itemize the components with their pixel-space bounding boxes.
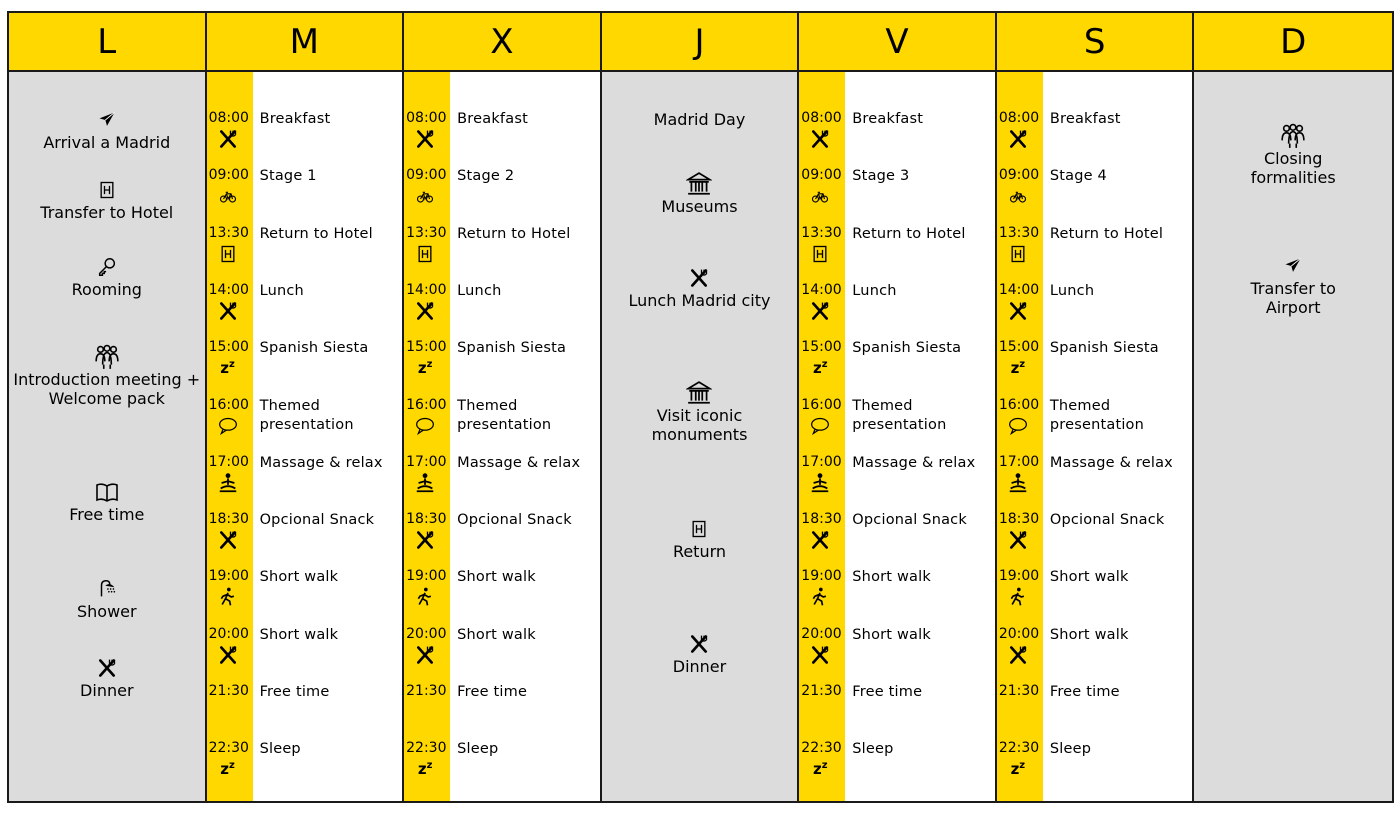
schedule-row [207,225,403,279]
fork-knife-icon [217,301,239,321]
day-column-X [404,72,602,801]
activity-label: Sleep [1049,741,1092,758]
schedule-row [997,568,1193,622]
activity-label: Visit iconic monuments [651,406,748,444]
fork-knife-icon [414,129,436,149]
time-label: 08:00 [208,110,249,126]
activity-label: Stage 3 [852,168,910,185]
activity-label: Opcional Snack [457,512,572,529]
walking-icon [809,587,831,607]
schedule-row [207,568,403,622]
time-label: 15:00 [801,339,842,356]
activity-label: Breakfast [1049,111,1121,127]
time-label: 15:00 [208,339,249,356]
activity-label: Lunch [457,282,502,299]
schedule-row [799,282,995,336]
activity-label: Breakfast [457,111,528,127]
time-label: 17:00 [801,453,842,470]
activity-label: Dinner [672,657,727,676]
activity-label: Free time [457,684,528,700]
schedule-row [404,397,600,451]
schedule-row [997,110,1193,164]
activity-label: Sleep [852,741,894,758]
sleep-icon: $z^z$ [417,760,433,779]
activity-label: Massage & relax [1049,454,1173,471]
time-label: 08:00 [801,110,842,126]
shower-icon [94,577,120,601]
time-label: 18:30 [801,511,842,528]
fork-knife-icon [686,266,712,290]
activity-label: Short walk [852,569,931,586]
sleep-icon: $z^z$ [813,760,828,779]
time-label: 09:00 [406,167,447,184]
day-header-V: V [799,13,997,72]
time-label: 22:30 [801,740,842,757]
activity-label: Return to Hotel [852,225,966,242]
time-label: 16:00 [801,396,842,413]
time-label: 18:30 [998,511,1040,528]
fork-knife-icon [414,645,436,665]
bike-icon [217,186,239,206]
plane-icon [1280,254,1306,278]
activity-label: Lunch Madrid city [628,291,771,310]
activity-label: Rooming [71,280,142,299]
day-header-X: X [404,13,602,72]
schedule-row [404,511,600,565]
schedule-row [997,167,1193,221]
meditation-icon [414,473,436,493]
time-label: 15:00 [998,339,1040,356]
activity-label: Spanish Siesta [259,340,369,357]
schedule-row [799,740,995,794]
speech-bubble-icon [414,416,436,436]
fork-knife-icon [809,645,831,665]
activity-item [1194,254,1392,317]
walking-icon [414,587,436,607]
fork-knife-icon [414,530,436,550]
time-label: 09:00 [801,167,842,184]
activity-label: Stage 1 [259,168,317,185]
schedule-row [207,110,403,164]
day-column-J [602,72,800,801]
sleep-icon: $z^z$ [220,359,235,378]
group-icon [1280,124,1306,148]
activity-label: Short walk [259,569,339,586]
hotel-icon [686,517,712,541]
schedule-row [997,740,1193,794]
sleep-icon: $z^z$ [220,760,235,779]
time-label: 17:00 [406,453,447,470]
key-icon [94,255,120,279]
time-label: 17:00 [208,453,249,470]
activity-label: Themed presentation [259,397,354,433]
meditation-icon [1007,473,1029,493]
speech-bubble-icon [1007,416,1029,436]
sleep-icon: $z^z$ [813,359,828,378]
bike-icon [809,186,831,206]
schedule-row [207,683,403,737]
activity-label: Shower [76,602,137,621]
activity-label: Lunch [852,282,897,299]
fork-knife-icon [217,530,239,550]
time-label: 20:00 [998,625,1040,642]
activity-label: Transfer to Airport [1250,279,1336,317]
activity-label: Breakfast [852,111,924,127]
time-label: 13:30 [208,224,249,241]
sleep-icon: $z^z$ [1010,760,1026,779]
activity-label: Short walk [852,626,931,643]
activity-label: Free time [852,684,923,700]
activity-label: Spanish Siesta [1049,340,1159,357]
schedule-row [207,397,403,451]
activity-label: Opcional Snack [852,512,967,529]
schedule-row [207,454,403,508]
time-label: 16:00 [406,396,447,413]
hotel-icon [94,178,120,202]
walking-icon [217,587,239,607]
schedule-row [404,282,600,336]
day-column-S [997,72,1195,801]
day-header-J: J [602,13,800,72]
activity-item [9,480,205,524]
activity-label: Return to Hotel [1049,225,1164,242]
schedule-row [799,397,995,451]
activity-item [9,108,205,152]
activity-label: Short walk [259,626,339,643]
walking-icon [1007,587,1029,607]
schedule-row [404,110,600,164]
day-header-S: S [997,13,1195,72]
fork-knife-icon [1007,645,1029,665]
schedule-row [997,397,1193,451]
activity-item [602,110,798,129]
time-label: 15:00 [406,339,447,356]
fork-knife-icon [809,301,831,321]
time-label: 14:00 [998,281,1040,298]
activity-label: Transfer to Hotel [40,203,174,222]
activity-label: Arrival a Madrid [43,133,171,152]
time-label: 16:00 [208,396,249,413]
fork-knife-icon [217,645,239,665]
day-header-D: D [1194,13,1392,72]
time-label: 14:00 [208,281,249,298]
book-icon [94,480,120,504]
time-label: 20:00 [801,625,842,642]
activity-item [9,178,205,222]
activity-item [602,381,798,444]
activity-label: Lunch [1049,282,1095,299]
activity-label: Museums [661,197,738,216]
bike-icon [414,186,436,206]
schedule-row [404,454,600,508]
day-column-V [799,72,997,801]
time-label: 22:30 [406,740,447,757]
time-label: 08:00 [406,110,447,126]
museum-icon [686,381,712,405]
schedule-row [997,339,1193,393]
schedule-row [207,511,403,565]
schedule-row [799,110,995,164]
schedule-row [997,626,1193,680]
time-label: 19:00 [406,568,447,585]
activity-label: Massage & relax [259,454,383,471]
hotel-icon [1007,244,1029,264]
meditation-icon [809,473,831,493]
activity-label: Short walk [457,626,536,643]
time-label: 14:00 [406,281,447,298]
activity-label: Massage & relax [852,454,976,471]
schedule-row [997,225,1193,279]
museum-icon [686,172,712,196]
activity-item [602,517,798,561]
time-label: 22:30 [208,740,249,757]
schedule-row [997,683,1193,737]
fork-knife-icon [1007,301,1029,321]
activity-label: Themed presentation [457,397,552,433]
hotel-icon [414,244,436,264]
schedule-row [207,167,403,221]
hotel-icon [217,244,239,264]
activity-label: Closing formalities [1250,149,1336,187]
time-label: 14:00 [801,281,842,298]
time-label: 20:00 [208,625,249,642]
activity-label: Spanish Siesta [457,340,567,357]
fork-knife-icon [1007,530,1029,550]
fork-knife-icon [1007,129,1029,149]
time-label: 18:30 [208,511,249,528]
activity-item [1194,124,1392,187]
fork-knife-icon [686,632,712,656]
schedule-row [997,511,1193,565]
time-label: 13:30 [801,224,842,241]
activity-label: Sleep [259,741,301,758]
schedule-row [404,225,600,279]
time-label: 19:00 [208,568,249,585]
time-label: 17:00 [998,453,1040,470]
time-label: 20:00 [406,625,447,642]
activity-item [602,632,798,676]
day-column-L [9,72,207,801]
activity-label: Lunch [259,282,304,299]
schedule-row [799,167,995,221]
time-label: 09:00 [998,167,1040,184]
fork-knife-icon [217,129,239,149]
activity-item [602,266,798,310]
schedule-row [404,683,600,737]
time-label: 13:30 [406,224,447,241]
schedule-row [404,339,600,393]
schedule-row [997,282,1193,336]
schedule-row [799,225,995,279]
activity-item [602,172,798,216]
group-icon [94,345,120,369]
activity-label: Free time [259,684,330,700]
activity-label: Themed presentation [1049,397,1145,433]
fork-knife-icon [809,129,831,149]
schedule-row [404,740,600,794]
activity-label: Madrid Day [653,110,746,129]
activity-label: Free time [1049,684,1120,700]
time-label: 21:30 [998,683,1040,699]
schedule-row [799,339,995,393]
schedule-row [404,626,600,680]
schedule-row [207,282,403,336]
activity-label: Massage & relax [457,454,581,471]
time-label: 21:30 [406,683,447,699]
bike-icon [1007,186,1029,206]
time-label: 21:30 [801,683,842,699]
plane-icon [94,108,120,132]
activity-label: Opcional Snack [1049,512,1165,529]
schedule-row [207,740,403,794]
fork-knife-icon [414,301,436,321]
schedule-row [207,626,403,680]
activity-label: Short walk [1049,569,1129,586]
activity-label: Return to Hotel [457,225,571,242]
meditation-icon [217,473,239,493]
activity-label: Return [672,542,727,561]
activity-item [9,255,205,299]
activity-item [9,345,205,408]
day-column-D [1194,72,1392,801]
activity-label: Return to Hotel [259,225,373,242]
schedule-row [799,454,995,508]
activity-label: Dinner [80,681,134,700]
activity-label: Introduction meeting + Welcome pack [13,370,201,408]
hotel-icon [809,244,831,264]
schedule-row [799,683,995,737]
weekly-itinerary-grid [7,11,1394,803]
fork-knife-icon [94,656,120,680]
activity-label: Short walk [1049,626,1129,643]
time-label: 09:00 [208,167,249,184]
time-label: 18:30 [406,511,447,528]
schedule-row [799,568,995,622]
schedule-row [404,568,600,622]
activity-label: Themed presentation [852,397,947,433]
activity-label: Opcional Snack [259,512,375,529]
schedule-row [207,339,403,393]
time-label: 22:30 [998,740,1040,757]
schedule-row [404,167,600,221]
activity-label: Spanish Siesta [852,340,962,357]
time-label: 19:00 [998,568,1040,585]
sleep-icon: $z^z$ [417,359,433,378]
sleep-icon: $z^z$ [1010,359,1026,378]
activity-item [9,656,205,700]
speech-bubble-icon [217,416,239,436]
activity-label: Short walk [457,569,536,586]
day-header-L: L [9,13,207,72]
schedule-row [997,454,1193,508]
activity-label: Free time [69,505,145,524]
activity-item [9,577,205,621]
time-label: 19:00 [801,568,842,585]
time-label: 08:00 [998,110,1040,126]
time-label: 21:30 [208,683,249,699]
time-label: 13:30 [998,224,1040,241]
fork-knife-icon [809,530,831,550]
speech-bubble-icon [809,416,831,436]
day-column-M [207,72,405,801]
activity-label: Stage 4 [1049,168,1107,185]
activity-label: Stage 2 [457,168,515,185]
schedule-row [799,511,995,565]
day-header-M: M [207,13,405,72]
activity-label: Sleep [457,741,499,758]
activity-label: Breakfast [259,111,331,127]
time-label: 16:00 [998,396,1040,413]
schedule-row [799,626,995,680]
